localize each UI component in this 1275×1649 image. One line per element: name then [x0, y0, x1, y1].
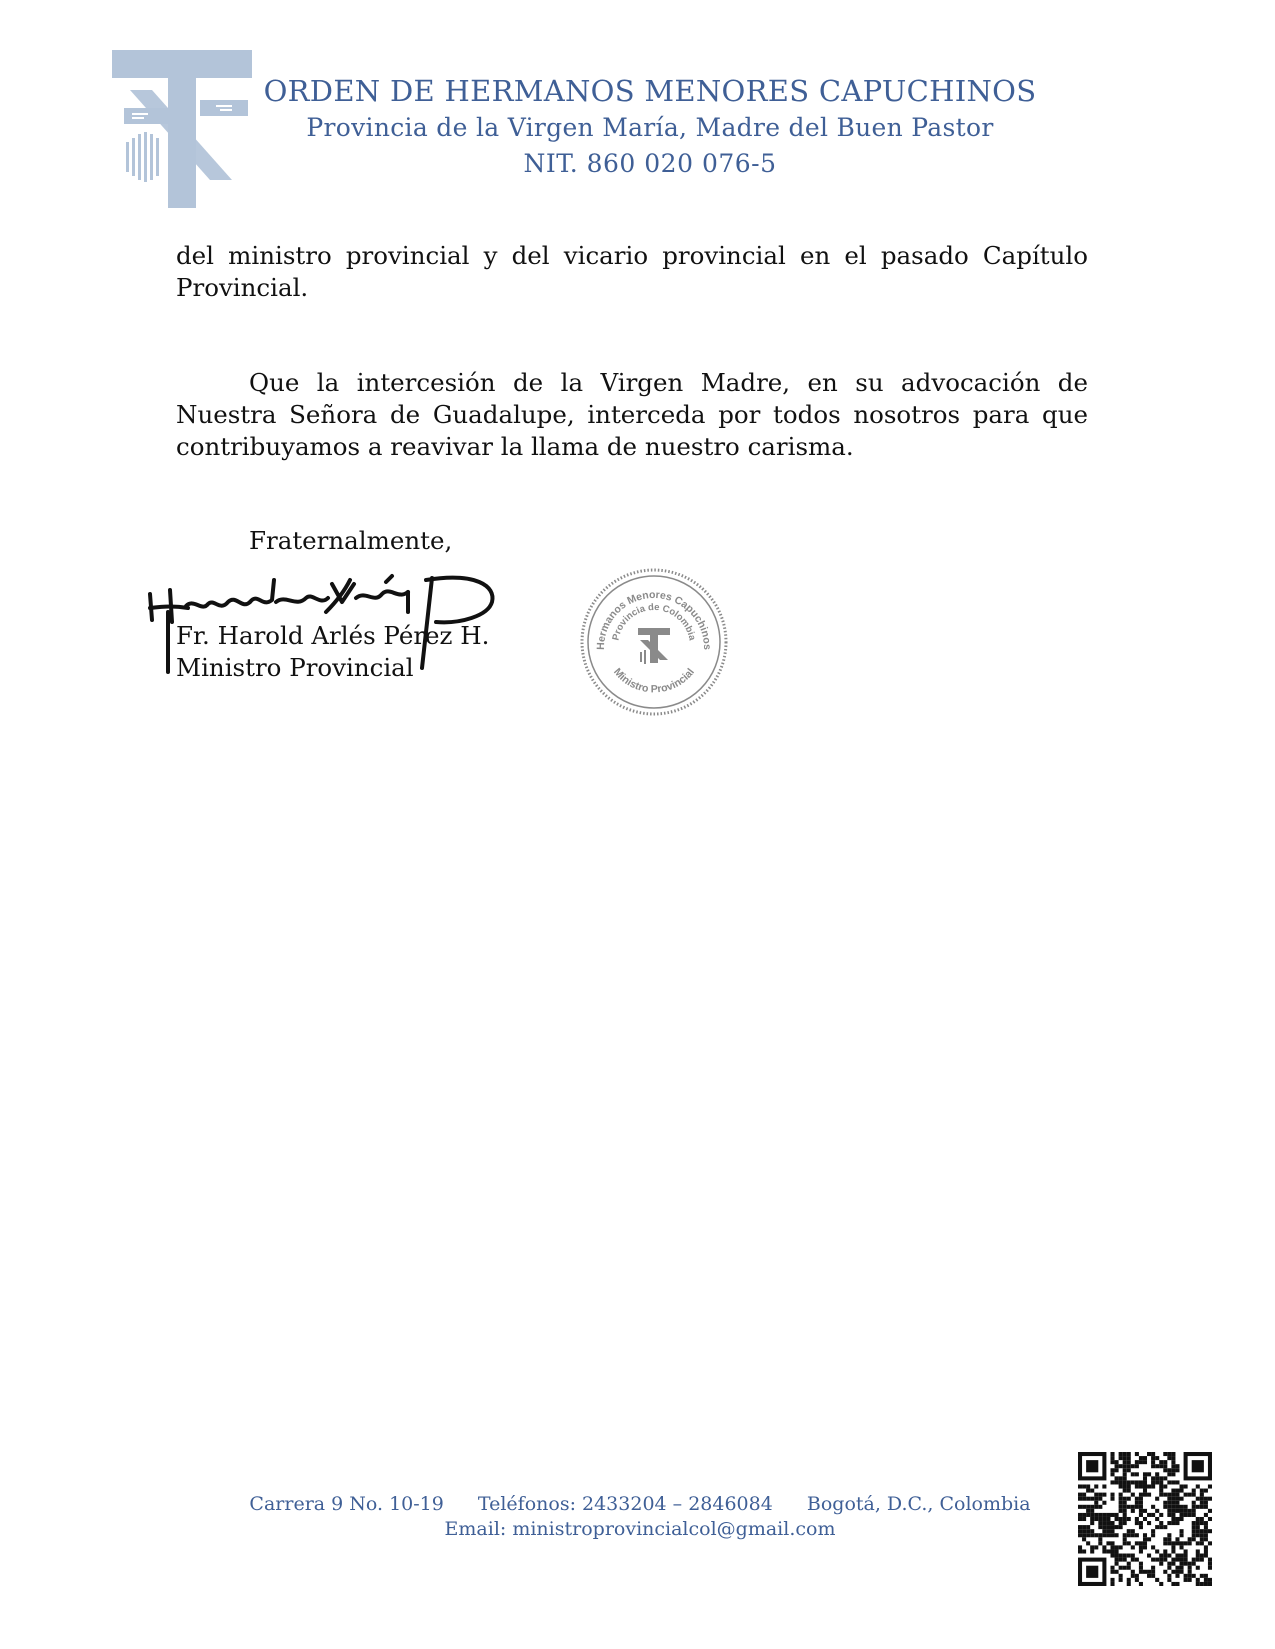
footer-contact	[200, 1492, 1080, 1542]
province-name: Provincia de la Virgen María, Madre del Buen Pastor	[306, 113, 994, 142]
footer-phones: Teléfonos: 2433204 – 2846084	[477, 1493, 773, 1515]
svg-text:Ministro Provincial: Ministro Provincial	[611, 666, 697, 696]
handwritten-signature-icon	[146, 572, 506, 682]
paragraph-2: Que la intercesión de la Virgen Madre, en su advocación de Nuestra Señora de Guadalupe, interceda por todos nosotros para que contribuyamos a reavivar la llama de nuestro carisma.	[176, 368, 1088, 461]
footer-address: Carrera 9 No. 10-19	[249, 1493, 444, 1515]
svg-text:Provincia de Colombia: Provincia de Colombia	[610, 601, 698, 642]
signer-name: Fr. Harold Arlés Pérez H.	[176, 621, 490, 650]
letterhead	[260, 72, 1040, 182]
paragraph-1: del ministro provincial y del vicario provincial en el pasado Capítulo Provincial.	[176, 241, 1088, 302]
official-stamp-icon	[578, 566, 730, 718]
qr-code-icon	[1078, 1452, 1212, 1586]
svg-text:Hermanos Menores Capuchinos: Hermanos Menores Capuchinos	[594, 588, 714, 651]
nit-number: NIT. 860 020 076-5	[523, 149, 777, 178]
closing-salutation: Fraternalmente,	[249, 526, 453, 555]
organization-name: ORDEN DE HERMANOS MENORES CAPUCHINOS	[263, 74, 1037, 108]
footer-email: Email: ministroprovincialcol@gmail.com	[444, 1518, 836, 1540]
footer-city: Bogotá, D.C., Colombia	[806, 1493, 1031, 1515]
signer-title: Ministro Provincial	[176, 653, 414, 682]
capuchin-tau-cross-logo-icon	[112, 50, 252, 208]
footer-line-1	[200, 1492, 1080, 1517]
